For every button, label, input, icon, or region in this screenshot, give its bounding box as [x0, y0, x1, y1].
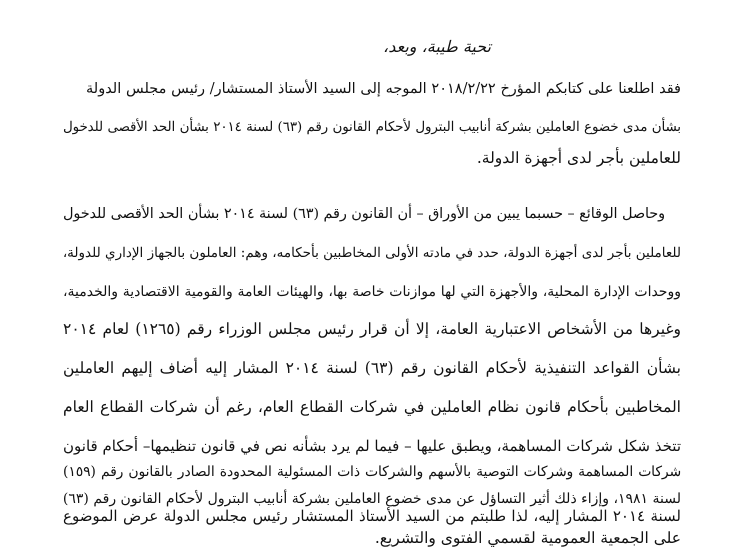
paragraph-2-line: ووحدات الإدارة المحلية، والأجهزة التي لها موازنات خاصة بها، والهيئات العامة والقومية الاقتصادية والخدمية، — [63, 284, 681, 300]
paragraph-2-line: تتخذ شكل شركات المساهمة، ويطبق عليها – فيما لم يرد بشأنه نص في قانون تنظيمها– أحكام قانون — [63, 437, 681, 455]
paragraph-2-line: وحاصل الوقائع – حسبما يبين من الأوراق – أن القانون رقم (٦٣) لسنة ٢٠١٤ بشأن الحد الأقصى للدخول — [63, 206, 665, 222]
paragraph-2-line: لسنة ٢٠١٤ المشار إليه، لذا طلبتم من السيد الأستاذ المستشار رئيس مجلس الدولة عرض الموضوع — [63, 507, 681, 525]
paragraph-2-line: على الجمعية العمومية لقسمي الفتوى والتشريع. — [374, 529, 681, 547]
paragraph-2-line: للعاملين بأجر لدى أجهزة الدولة، حدد في مادته الأولى المخاطبين بأحكامه، وهم: العاملون بالجهاز الإداري للدولة، — [63, 245, 681, 261]
paragraph-2-line: لسنة ١٩٨١، وإزاء ذلك أثير التساؤل عن مدى خضوع العاملين بشركة أنابيب البترول لأحكام القانون رقم (٦٣) — [63, 491, 681, 507]
paragraph-1-line: فقد اطلعنا على كتابكم المؤرخ ٢٠١٨/٢/٢٢ الموجه إلى السيد الأستاذ المستشار/ رئيس مجلس الدولة — [86, 81, 681, 97]
paragraph-2-line: وغيرها من الأشخاص الاعتبارية العامة، إلا أن قرار رئيس مجلس الوزراء رقم (١٢٦٥) لعام ٢٠١٤ — [63, 320, 681, 338]
paragraph-1-line: بشأن مدى خضوع العاملين بشركة أنابيب البترول لأحكام القانون رقم (٦٣) لسنة ٢٠١٤ بشأن الحد الأقصى للدخول — [63, 120, 681, 135]
paragraph-2-line: المخاطبين بأحكام قانون نظام العاملين في شركات القطاع العام، رغم أن شركات القطاع العام — [63, 398, 681, 416]
paragraph-2-line: شركات المساهمة وشركات التوصية بالأسهم والشركات ذات المسئولية المحدودة الصادر بالقانون رقم (١٥٩) — [63, 464, 681, 480]
paragraph-2-line: بشأن القواعد التنفيذية لأحكام القانون رقم (٦٣) لسنة ٢٠١٤ المشار إليه أضاف إليهم العاملين — [63, 359, 681, 377]
paragraph-1-line: للعاملين بأجر لدى أجهزة الدولة. — [476, 149, 681, 167]
greeting-line: تحية طيبة، وبعد، — [383, 37, 491, 56]
